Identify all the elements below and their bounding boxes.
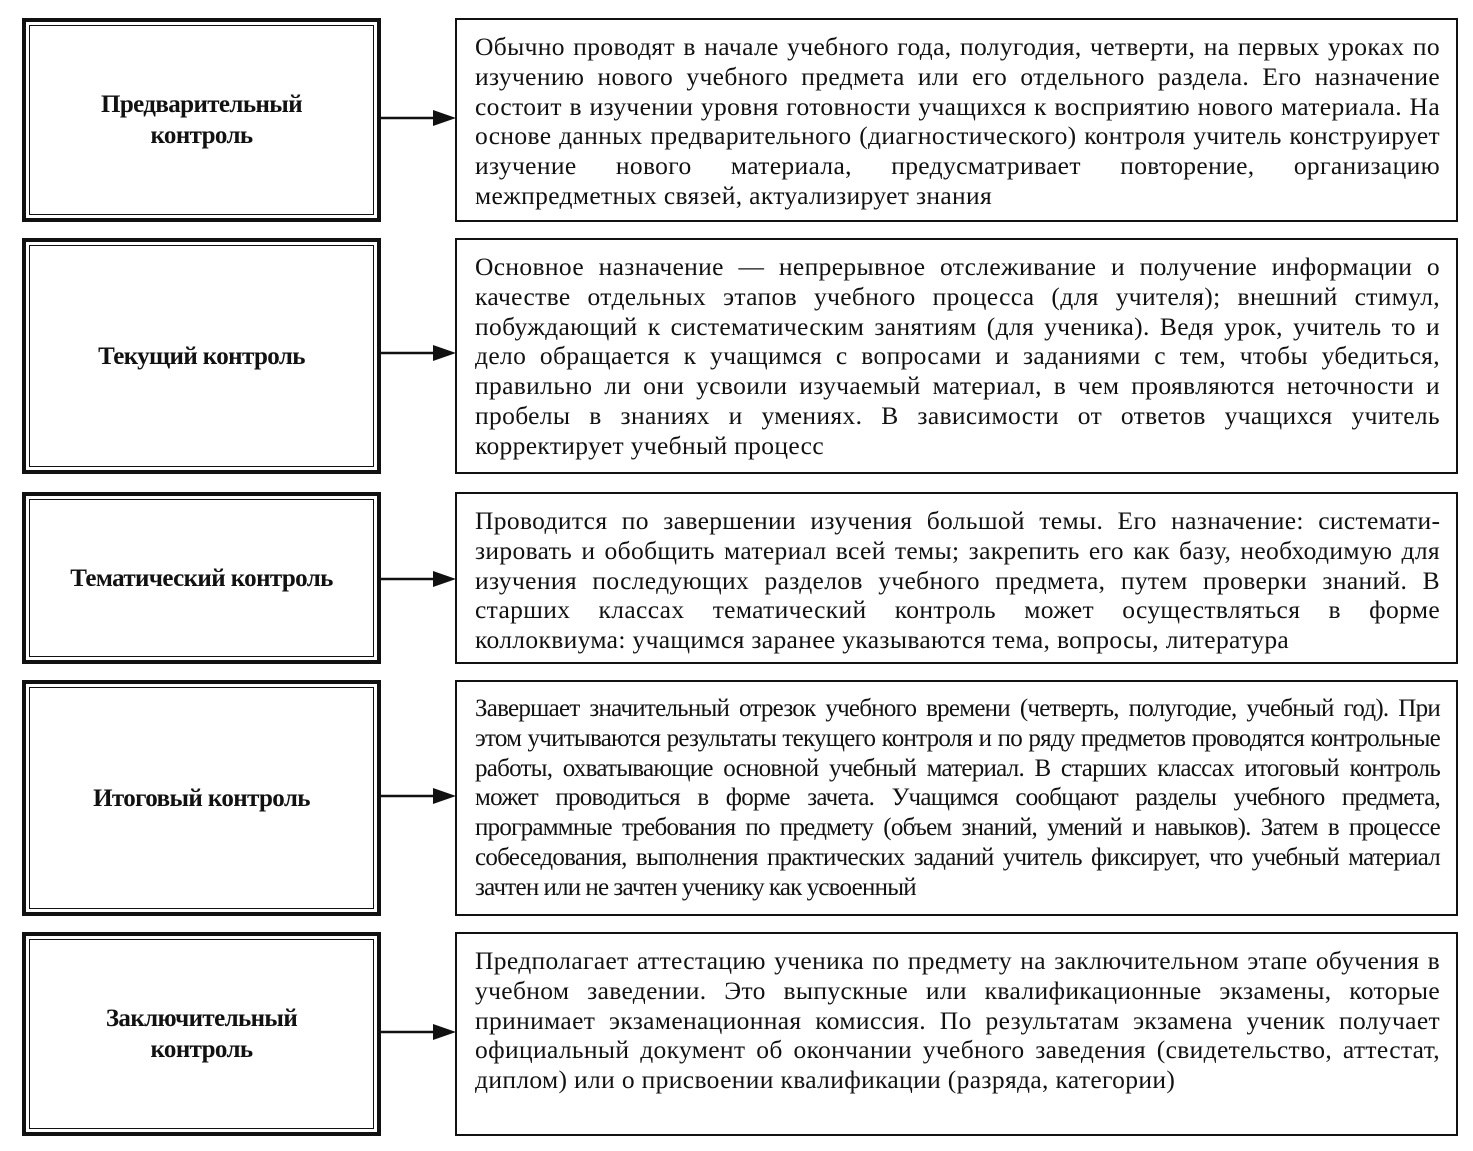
- thematic-control-description-box: [455, 492, 1458, 664]
- arrow-right-icon: [381, 786, 456, 806]
- current-control-description-box: [455, 238, 1458, 474]
- thematic-control-title: Тематический контроль: [70, 564, 333, 592]
- preliminary-control-description-box: [455, 18, 1458, 222]
- final-control-box: [22, 680, 381, 916]
- concluding-control-inner-frame: [29, 939, 374, 1129]
- thematic-control-description: Проводится по завершении изучения большой темы. Его назначение: систематизировать и обобщить материал всей темы; закрепить его как базу, необходимую для изучения последующих разделов учебного предмета, путем проверки знаний. В старших классах тематический контроль может осуществляться в форме коллоквиума: учащимся заранее указываются тема, вопросы, литература: [475, 506, 1440, 655]
- preliminary-control-title: Предварительный контроль: [100, 91, 303, 149]
- current-control-inner-frame: [29, 245, 374, 467]
- thematic-control-box: [22, 492, 381, 664]
- current-control-title: Текущий контроль: [98, 342, 305, 370]
- arrow-right-icon: [381, 343, 456, 363]
- preliminary-control-box: [22, 18, 381, 222]
- final-control-title: Итоговый контроль: [93, 784, 310, 812]
- final-control-description-box: [455, 680, 1458, 916]
- arrow-right-icon: [381, 1022, 456, 1042]
- preliminary-control-description: Обычно проводят в начале учебного года, полугодия, четверти, на первых уроках по изучению нового учебного предмета или его отдельного раздела. Его назначение состоит в изучении уровня готовности учащихся к восприятию нового материала. На основе данных предварительного (диагностического) контроля учитель конструирует изучение нового материала, предусматривает повторение, организацию межпредметных связей, актуализирует знания: [475, 32, 1440, 210]
- concluding-control-description: Предполагает аттестацию ученика по предмету на заключительном этапе обучения в учебном заведении. Это выпускные или квалификационные экзамены, которые принимает экзаменационная комиссия. По результатам экзамена ученик получает официальный документ об окончании учебного заведения (свидетельство, аттестат, диплом) или о присвоении квалификации (разряда, категории): [475, 946, 1440, 1095]
- arrow-right-icon: [381, 108, 456, 128]
- preliminary-control-inner-frame: [29, 25, 374, 215]
- thematic-control-inner-frame: [29, 499, 374, 657]
- arrow-right-icon: [381, 569, 456, 589]
- current-control-description: Основное назначение — непрерывное отслеживание и получение информации о качестве отдельных этапов учебного процесса (для учителя); внешний стимул, побуждающий к систематическим занятиям (для ученика). Ведя урок, учитель то и дело обращается к учащимся с вопросами и заданиями с тем, чтобы убедиться, правильно ли они усвоили изучаемый материал, в чем проявляются неточности и пробелы в знаниях и умениях. В зависимости от ответов учащихся учитель корректирует учебный процесс: [475, 252, 1440, 460]
- final-control-description: Завершает значительный отрезок учебного времени (четверть, полугодие, учебный год). При этом учитываются результаты текущего контроля и по ряду предметов проводятся контрольные работы, охватывающие основной учебный материал. В старших классах итоговый контроль может проводиться в форме зачета. Учащимся сообщают разделы учебного предмета, программные требования по предмету (объем знаний, умений и навыков). Затем в процессе собеседования, выполнения практических заданий учитель фиксирует, что учебный материал зачтен или не зачтен ученику как усвоенный: [475, 695, 1440, 901]
- concluding-control-box: [22, 932, 381, 1136]
- final-control-inner-frame: [29, 687, 374, 909]
- concluding-control-description-box: [455, 932, 1458, 1136]
- concluding-control-title: Заключительный контроль: [105, 1005, 298, 1063]
- current-control-box: [22, 238, 381, 474]
